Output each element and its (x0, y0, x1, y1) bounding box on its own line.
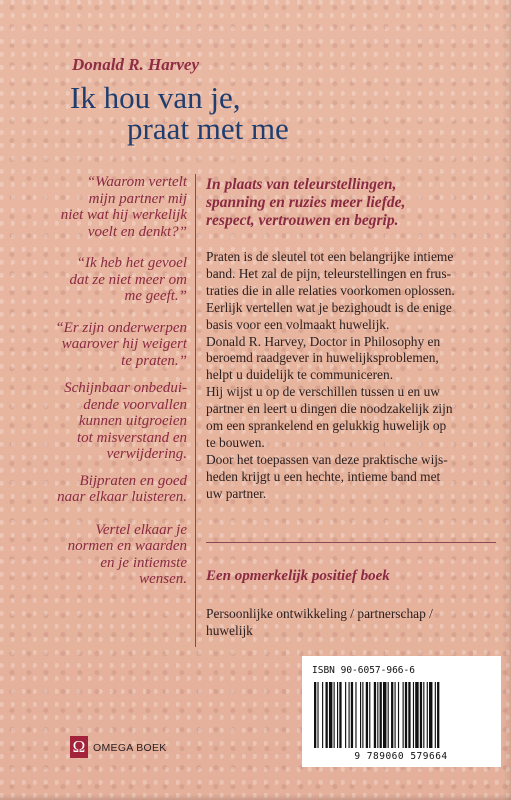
publisher-name: OMEGA BOEK (93, 742, 167, 754)
barcode-bar (395, 682, 396, 748)
barcode-bar (413, 682, 414, 748)
quote-line: niet wat hij werkelijk (60, 207, 187, 223)
blurb-line: heden krijgt u een hechte, intieme band met (206, 468, 441, 484)
quote-1 (22, 174, 187, 240)
quote-4 (22, 380, 187, 463)
blurb-line: traties die in alle relaties voorkomen oplossen. (206, 282, 455, 298)
barcode-bar (360, 682, 361, 748)
quote-line: dat ze niet meer om (69, 271, 187, 288)
barcode-bar (398, 682, 399, 748)
barcode-bar (362, 682, 363, 748)
column-divider (195, 174, 196, 647)
lead-statement (206, 176, 491, 230)
blurb-line: partner en leert u dingen die noodzakelijk zijn (206, 401, 453, 417)
barcode-bar (377, 682, 378, 748)
quote-line: verwijdering. (106, 446, 187, 462)
lead-line: spanning en ruzies meer liefde, (206, 194, 406, 211)
blurb-line: Donald R. Harvey, Doctor in Philosophy en (206, 333, 441, 349)
blurb-line: band. Het zal de pijn, teleurstellingen en frus- (206, 265, 452, 281)
barcode-bar (429, 682, 432, 748)
category-line: huwelijk (206, 623, 253, 638)
quote-3 (22, 320, 187, 370)
barcode-bar (351, 682, 353, 748)
barcode-bar (366, 682, 368, 748)
barcode-bar (369, 682, 370, 748)
quote-line: wensen. (139, 571, 187, 587)
edge-shadow (503, 0, 511, 800)
barcode-bar (374, 682, 376, 748)
quote-line: mijn partner mij (88, 190, 187, 207)
quote-2 (22, 255, 187, 305)
bottom-edge-shadow (0, 794, 511, 800)
quote-line: normen en waarden (67, 538, 187, 554)
barcode-bar (345, 682, 346, 748)
barcode-bar (408, 682, 410, 748)
subject-category (206, 605, 466, 639)
barcode-bar (437, 682, 439, 748)
blurb-line: Eerlijk vertellen wat je bezighoudt is de enige (206, 299, 452, 315)
ean-number: 9 789060 579664 (354, 751, 448, 762)
quote-line: naar elkaar luisteren. (57, 489, 187, 505)
barcode-bar (405, 682, 407, 748)
blurb-line: uw partner. (206, 485, 267, 501)
blurb-line: Praten is de sleutel tot een belangrijke intieme (206, 249, 454, 264)
quote-line: en je intiemste (100, 554, 187, 571)
barcode-bar (326, 682, 328, 748)
quotes-column (22, 174, 187, 603)
barcode-bar (427, 682, 428, 748)
barcode-bar (388, 682, 389, 748)
quote-line: voelt en denkt?” (87, 223, 187, 240)
lead-line: In plaats van teleurstellingen, (206, 176, 397, 193)
blurb-text (206, 249, 498, 503)
blurb-line: Door het toepassen van deze praktische wijs- (206, 451, 448, 467)
blurb-line: beroemd raadgever in huwelijksproblemen, (206, 350, 439, 366)
barcode-bar (423, 682, 424, 748)
category-line: Persoonlijke ontwikkeling / partnerschap / (206, 606, 433, 621)
quote-line: “Ik heb het gevoel (76, 255, 187, 271)
quote-line: te praten.” (121, 352, 187, 369)
barcode-bar (380, 682, 382, 748)
barcode-bar (383, 682, 386, 748)
barcode-bar (317, 682, 318, 748)
blurb-line: te bouwen. (206, 434, 265, 450)
quote-line: tot misverstand en (77, 429, 187, 446)
barcode-bar (329, 682, 332, 748)
quote-line: me geeft.” (124, 288, 187, 304)
book-title (70, 82, 289, 144)
barcode-bar (337, 682, 338, 748)
barcode-bar (339, 682, 341, 748)
lead-line: respect, vertrouwen en begrip. (206, 212, 399, 229)
quote-line: waarover hij weigert (61, 336, 187, 352)
blurb-line: Hij wijst u op de verschillen tussen u en uw (206, 384, 440, 400)
barcode-bar (314, 682, 316, 748)
barcode-bar (391, 682, 393, 748)
author-name: Donald R. Harvey (72, 55, 200, 74)
blurb-line: basis voor een volmaakt huwelijk. (206, 316, 390, 332)
barcode-bar (355, 682, 356, 748)
tagline: Een opmerkelijk positief boek (206, 568, 390, 584)
blurb-line: helpt u duidelijk te communiceren. (206, 367, 394, 383)
quote-line: dende voorvallen (83, 396, 187, 413)
quote-line: Schijnbaar onbedui- (64, 380, 187, 396)
barcode-bar (415, 682, 418, 748)
barcode-panel (302, 656, 501, 767)
barcode-bar (334, 682, 335, 748)
quote-6 (22, 522, 187, 588)
barcode-bar (403, 682, 404, 748)
quote-line: Vertel elkaar je (95, 521, 187, 538)
blurb-line: om een sprankelend en gelukkig huwelijk op (206, 418, 447, 434)
title-line-2: praat met me (127, 111, 289, 146)
section-divider (206, 542, 496, 543)
quote-line: “Waarom vertelt (86, 174, 187, 190)
title-line-1: Ik hou van je, (70, 80, 241, 115)
barcode-bar (349, 682, 350, 748)
barcode-graphic (312, 682, 490, 748)
quote-line: “Er zijn onderwerpen (55, 319, 187, 336)
barcode-bar (420, 682, 422, 748)
isbn-number: ISBN 90-6057-966-6 (312, 665, 415, 676)
barcode-bar (322, 682, 323, 748)
quote-5 (22, 473, 187, 506)
barcode-bar (435, 682, 436, 748)
omega-logo-icon: Ω (70, 736, 88, 758)
quote-line: kunnen uitgroeien (78, 413, 187, 429)
quote-line: Bijpraten en goed (79, 472, 187, 489)
